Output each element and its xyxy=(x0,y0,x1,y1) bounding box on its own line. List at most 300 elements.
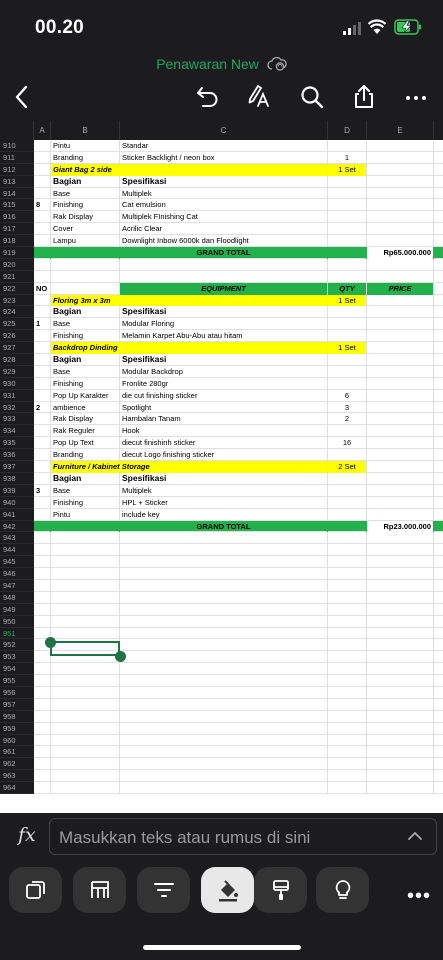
cell-d[interactable] xyxy=(328,211,367,223)
cell-a[interactable] xyxy=(34,413,51,425)
cell-c[interactable]: GRAND TOTAL xyxy=(120,521,328,533)
row-header[interactable]: 962 xyxy=(0,758,34,770)
row-header[interactable]: 955 xyxy=(0,675,34,687)
cell-e[interactable] xyxy=(367,176,434,188)
search-button[interactable] xyxy=(298,83,326,111)
cell-d[interactable]: 1 Set xyxy=(328,342,367,354)
cell-d[interactable] xyxy=(328,735,367,747)
cell-e[interactable] xyxy=(367,568,434,580)
cell-d[interactable] xyxy=(328,782,367,794)
cell-b[interactable]: Finishing xyxy=(51,378,120,390)
cell-d[interactable] xyxy=(328,521,367,533)
cell-b[interactable] xyxy=(51,758,120,770)
cell-a[interactable] xyxy=(34,616,51,628)
cell-e[interactable] xyxy=(367,735,434,747)
cell-e[interactable] xyxy=(367,746,434,758)
cell-e[interactable] xyxy=(367,723,434,735)
cell-d[interactable] xyxy=(328,306,367,318)
cell-d[interactable]: 2 xyxy=(328,413,367,425)
cell-e[interactable] xyxy=(367,687,434,699)
cell-d[interactable] xyxy=(328,663,367,675)
cell-e[interactable] xyxy=(367,782,434,794)
row-header[interactable]: 928 xyxy=(0,354,34,366)
row-header[interactable]: 929 xyxy=(0,366,34,378)
cell-a[interactable] xyxy=(34,723,51,735)
cell-e[interactable] xyxy=(367,699,434,711)
cell-c[interactable]: Acrilic Clear xyxy=(120,223,328,235)
cell-c[interactable] xyxy=(120,568,328,580)
cell-e[interactable] xyxy=(367,271,434,283)
cell-c[interactable] xyxy=(120,556,328,568)
row-header[interactable]: 926 xyxy=(0,330,34,342)
cell-d[interactable]: QTY xyxy=(328,283,367,295)
cell-c[interactable] xyxy=(120,770,328,782)
cell-d[interactable] xyxy=(328,639,367,651)
cell-a[interactable] xyxy=(34,449,51,461)
cell-d[interactable] xyxy=(328,651,367,663)
row-header[interactable]: 952 xyxy=(0,639,34,651)
cell-c[interactable] xyxy=(120,628,328,640)
freeze-panes-button[interactable] xyxy=(73,867,126,913)
cell-b[interactable]: Rak Display xyxy=(51,211,120,223)
cell-a[interactable] xyxy=(34,651,51,663)
cell-b[interactable] xyxy=(51,556,120,568)
select-all-corner[interactable] xyxy=(0,121,34,140)
cell-c[interactable]: Multiplek xyxy=(120,485,328,497)
cell-e[interactable] xyxy=(367,532,434,544)
row-header[interactable]: 947 xyxy=(0,580,34,592)
cell-d[interactable] xyxy=(328,628,367,640)
cell-c[interactable] xyxy=(120,711,328,723)
cell-b[interactable] xyxy=(51,735,120,747)
chevron-up-icon[interactable] xyxy=(408,831,422,841)
cell-d[interactable] xyxy=(328,223,367,235)
cell-e[interactable] xyxy=(367,152,434,164)
cell-b[interactable] xyxy=(51,259,120,271)
cell-b[interactable] xyxy=(51,675,120,687)
cell-b[interactable]: Rak Reguler xyxy=(51,425,120,437)
cell-b[interactable] xyxy=(51,628,120,640)
cell-d[interactable] xyxy=(328,592,367,604)
row-header[interactable]: 935 xyxy=(0,437,34,449)
cell-e[interactable]: PRICE xyxy=(367,283,434,295)
cell-b[interactable]: Base xyxy=(51,485,120,497)
cell-a[interactable] xyxy=(34,758,51,770)
row-header[interactable]: 961 xyxy=(0,746,34,758)
cell-e[interactable] xyxy=(367,437,434,449)
spreadsheet-grid[interactable] xyxy=(0,121,443,813)
cell-d[interactable] xyxy=(328,497,367,509)
cell-a[interactable] xyxy=(34,390,51,402)
row-header[interactable]: 923 xyxy=(0,295,34,307)
cell-c[interactable]: Spesifikasi xyxy=(120,354,328,366)
cell-e[interactable] xyxy=(367,378,434,390)
cell-a[interactable] xyxy=(34,521,51,533)
cell-d[interactable]: 3 xyxy=(328,402,367,414)
cell-c[interactable]: Downlight Inbow 6000k dan Floodlight xyxy=(120,235,328,247)
cell-e[interactable] xyxy=(367,651,434,663)
cell-b[interactable] xyxy=(51,770,120,782)
cell-a[interactable] xyxy=(34,235,51,247)
document-title[interactable]: Penawaran New xyxy=(0,56,443,72)
cell-d[interactable] xyxy=(328,259,367,271)
more-tools-button[interactable]: ••• xyxy=(407,885,432,907)
cell-a[interactable] xyxy=(34,461,51,473)
column-header-c[interactable]: C xyxy=(120,121,328,140)
fill-color-button[interactable] xyxy=(201,867,254,913)
cell-c[interactable]: Multiplek FInishing Cat xyxy=(120,211,328,223)
cell-c[interactable]: Modular Backdrop xyxy=(120,366,328,378)
row-header[interactable]: 913 xyxy=(0,176,34,188)
cell-a[interactable] xyxy=(34,473,51,485)
cell-d[interactable] xyxy=(328,532,367,544)
row-header[interactable]: 942 xyxy=(0,521,34,533)
cell-d[interactable] xyxy=(328,354,367,366)
cell-b[interactable]: Giant Bag 2 side xyxy=(51,164,328,176)
cell-c[interactable] xyxy=(120,259,328,271)
row-header[interactable]: 910 xyxy=(0,140,34,152)
cell-d[interactable] xyxy=(328,318,367,330)
cell-b[interactable] xyxy=(51,521,120,533)
row-header[interactable]: 958 xyxy=(0,711,34,723)
cell-b[interactable]: Base xyxy=(51,366,120,378)
cell-c[interactable]: include key xyxy=(120,509,328,521)
cell-c[interactable] xyxy=(120,782,328,794)
cell-a[interactable] xyxy=(34,342,51,354)
format-painter-button[interactable] xyxy=(254,867,307,913)
row-header[interactable]: 943 xyxy=(0,532,34,544)
cell-b[interactable] xyxy=(51,544,120,556)
function-icon[interactable]: fx xyxy=(18,824,36,846)
row-header[interactable]: 950 xyxy=(0,616,34,628)
cell-a[interactable] xyxy=(34,532,51,544)
cell-e[interactable] xyxy=(367,306,434,318)
row-header[interactable]: 921 xyxy=(0,271,34,283)
cell-c[interactable] xyxy=(120,723,328,735)
formula-input[interactable] xyxy=(49,818,437,855)
cell-a[interactable] xyxy=(34,164,51,176)
cell-b[interactable] xyxy=(51,247,120,259)
cell-e[interactable] xyxy=(367,425,434,437)
cell-e[interactable] xyxy=(367,639,434,651)
cell-e[interactable] xyxy=(367,675,434,687)
cell-d[interactable] xyxy=(328,199,367,211)
cell-b[interactable]: Bagian xyxy=(51,473,120,485)
cell-d[interactable] xyxy=(328,271,367,283)
cell-a[interactable] xyxy=(34,711,51,723)
cell-d[interactable] xyxy=(328,509,367,521)
share-button[interactable] xyxy=(350,83,378,111)
cell-e[interactable] xyxy=(367,199,434,211)
cell-c[interactable] xyxy=(120,639,328,651)
row-header[interactable]: 920 xyxy=(0,259,34,271)
cell-e[interactable] xyxy=(367,461,434,473)
row-header[interactable]: 925 xyxy=(0,318,34,330)
cell-d[interactable] xyxy=(328,140,367,152)
undo-button[interactable] xyxy=(194,83,222,111)
row-header[interactable]: 911 xyxy=(0,152,34,164)
row-header[interactable]: 915 xyxy=(0,199,34,211)
cell-c[interactable] xyxy=(120,758,328,770)
cell-c[interactable]: Spesifikasi xyxy=(120,176,328,188)
cell-c[interactable] xyxy=(120,616,328,628)
more-options-button[interactable] xyxy=(402,83,430,111)
row-header[interactable]: 946 xyxy=(0,568,34,580)
cell-e[interactable] xyxy=(367,223,434,235)
cell-b[interactable]: Rak Display xyxy=(51,413,120,425)
cell-b[interactable] xyxy=(51,604,120,616)
column-header-e[interactable]: E xyxy=(367,121,434,140)
cell-c[interactable] xyxy=(120,699,328,711)
cell-e[interactable] xyxy=(367,330,434,342)
cell-b[interactable] xyxy=(51,746,120,758)
cell-c[interactable]: Hook xyxy=(120,425,328,437)
cell-c[interactable]: Modular Floring xyxy=(120,318,328,330)
cell-e[interactable] xyxy=(367,188,434,200)
cell-c[interactable]: EQUIPMENT xyxy=(120,283,328,295)
cell-b[interactable] xyxy=(51,580,120,592)
cell-c[interactable]: Hambalan Tanam xyxy=(120,413,328,425)
cell-b[interactable]: Bagian xyxy=(51,176,120,188)
cell-b[interactable]: Furniture / Kabinet Storage xyxy=(51,461,328,473)
cell-a[interactable] xyxy=(34,211,51,223)
cell-a[interactable] xyxy=(34,140,51,152)
cell-a[interactable]: 3 xyxy=(34,485,51,497)
cell-a[interactable] xyxy=(34,770,51,782)
cell-e[interactable] xyxy=(367,235,434,247)
draw-button[interactable] xyxy=(246,83,274,111)
row-header[interactable]: 912 xyxy=(0,164,34,176)
cell-b[interactable] xyxy=(51,568,120,580)
cell-a[interactable] xyxy=(34,556,51,568)
cell-d[interactable] xyxy=(328,366,367,378)
cell-e[interactable] xyxy=(367,211,434,223)
cell-d[interactable] xyxy=(328,176,367,188)
cell-d[interactable] xyxy=(328,449,367,461)
cell-b[interactable]: Finishing xyxy=(51,199,120,211)
cell-c[interactable] xyxy=(120,675,328,687)
cell-d[interactable] xyxy=(328,568,367,580)
cell-a[interactable] xyxy=(34,699,51,711)
cell-c[interactable] xyxy=(120,735,328,747)
selection-handle-end[interactable] xyxy=(115,651,126,662)
cell-e[interactable] xyxy=(367,413,434,425)
cell-c[interactable] xyxy=(120,532,328,544)
cell-a[interactable] xyxy=(34,271,51,283)
cell-d[interactable]: 1 Set xyxy=(328,164,367,176)
cell-c[interactable] xyxy=(120,544,328,556)
cell-a[interactable] xyxy=(34,544,51,556)
row-header[interactable]: 954 xyxy=(0,663,34,675)
cell-b[interactable]: Floring 3m x 3m xyxy=(51,295,328,307)
row-header[interactable]: 914 xyxy=(0,188,34,200)
cell-b[interactable] xyxy=(51,283,120,295)
cell-b[interactable] xyxy=(51,271,120,283)
cell-a[interactable] xyxy=(34,663,51,675)
row-header[interactable]: 932 xyxy=(0,402,34,414)
ideas-button[interactable] xyxy=(316,867,369,913)
cell-b[interactable] xyxy=(51,592,120,604)
cell-e[interactable] xyxy=(367,342,434,354)
cell-c[interactable]: Spesifikasi xyxy=(120,473,328,485)
cell-b[interactable]: ambience xyxy=(51,402,120,414)
cell-d[interactable]: 1 xyxy=(328,152,367,164)
cell-c[interactable]: Fronlite 280gr xyxy=(120,378,328,390)
cell-d[interactable] xyxy=(328,687,367,699)
cell-e[interactable] xyxy=(367,164,434,176)
cell-d[interactable] xyxy=(328,378,367,390)
cell-a[interactable]: 2 xyxy=(34,402,51,414)
cell-d[interactable] xyxy=(328,473,367,485)
cell-a[interactable] xyxy=(34,330,51,342)
cell-c[interactable]: Spotlight xyxy=(120,402,328,414)
row-header[interactable]: 945 xyxy=(0,556,34,568)
cell-e[interactable] xyxy=(367,449,434,461)
cell-e[interactable] xyxy=(367,497,434,509)
cell-d[interactable] xyxy=(328,556,367,568)
cell-d[interactable] xyxy=(328,544,367,556)
row-header[interactable]: 918 xyxy=(0,235,34,247)
cell-d[interactable] xyxy=(328,247,367,259)
row-header[interactable]: 939 xyxy=(0,485,34,497)
cell-b[interactable] xyxy=(51,699,120,711)
cell-c[interactable]: HPL + Sticker xyxy=(120,497,328,509)
column-header-b[interactable]: B xyxy=(51,121,120,140)
cell-a[interactable] xyxy=(34,176,51,188)
cell-a[interactable] xyxy=(34,437,51,449)
row-header[interactable]: 930 xyxy=(0,378,34,390)
row-header[interactable]: 963 xyxy=(0,770,34,782)
filter-button[interactable] xyxy=(137,867,190,913)
cell-b[interactable]: Pop Up Karakter xyxy=(51,390,120,402)
cell-e[interactable] xyxy=(367,354,434,366)
cell-b[interactable] xyxy=(51,723,120,735)
cell-d[interactable] xyxy=(328,330,367,342)
cell-b[interactable] xyxy=(51,711,120,723)
cell-e[interactable] xyxy=(367,390,434,402)
row-header[interactable]: 953 xyxy=(0,651,34,663)
row-header[interactable]: 934 xyxy=(0,425,34,437)
cell-d[interactable] xyxy=(328,758,367,770)
cell-e[interactable]: Rp65.000.000 xyxy=(367,247,434,259)
cell-a[interactable] xyxy=(34,259,51,271)
cell-c[interactable]: GRAND TOTAL xyxy=(120,247,328,259)
row-header[interactable]: 919 xyxy=(0,247,34,259)
cell-d[interactable]: 1 Set xyxy=(328,295,367,307)
cell-a[interactable] xyxy=(34,782,51,794)
column-header-a[interactable]: A xyxy=(34,121,51,140)
cell-b[interactable]: Branding xyxy=(51,152,120,164)
cell-e[interactable] xyxy=(367,402,434,414)
cell-d[interactable] xyxy=(328,770,367,782)
cell-a[interactable]: NO xyxy=(34,283,51,295)
cell-c[interactable]: Standar xyxy=(120,140,328,152)
row-header[interactable]: 922 xyxy=(0,283,34,295)
cell-e[interactable]: Rp23.000.000 xyxy=(367,521,434,533)
cell-e[interactable] xyxy=(367,485,434,497)
cell-c[interactable] xyxy=(120,651,328,663)
cell-c[interactable]: Spesifikasi xyxy=(120,306,328,318)
cell-c[interactable]: diecut Logo finishing sticker xyxy=(120,449,328,461)
cell-e[interactable] xyxy=(367,770,434,782)
cell-a[interactable] xyxy=(34,354,51,366)
cell-b[interactable]: Base xyxy=(51,188,120,200)
sheets-button[interactable] xyxy=(9,867,62,913)
cell-e[interactable] xyxy=(367,295,434,307)
cell-a[interactable] xyxy=(34,425,51,437)
row-header[interactable]: 936 xyxy=(0,449,34,461)
row-header[interactable]: 937 xyxy=(0,461,34,473)
row-header[interactable]: 917 xyxy=(0,223,34,235)
cell-a[interactable] xyxy=(34,223,51,235)
cell-c[interactable]: die cut finishing sticker xyxy=(120,390,328,402)
cell-a[interactable] xyxy=(34,378,51,390)
cell-b[interactable] xyxy=(51,782,120,794)
cell-d[interactable] xyxy=(328,188,367,200)
cell-c[interactable] xyxy=(120,580,328,592)
cell-b[interactable]: Finishing xyxy=(51,330,120,342)
row-header[interactable]: 941 xyxy=(0,509,34,521)
cell-a[interactable] xyxy=(34,509,51,521)
cell-e[interactable] xyxy=(367,711,434,723)
cell-d[interactable]: 2 Set xyxy=(328,461,367,473)
cell-c[interactable]: Melamin Karpet Abu-Abu atau hitam xyxy=(120,330,328,342)
row-header[interactable]: 960 xyxy=(0,735,34,747)
cell-d[interactable] xyxy=(328,699,367,711)
cell-c[interactable] xyxy=(120,687,328,699)
cell-c[interactable] xyxy=(120,271,328,283)
row-header[interactable]: 924 xyxy=(0,306,34,318)
cell-a[interactable] xyxy=(34,687,51,699)
cell-e[interactable] xyxy=(367,473,434,485)
cell-e[interactable] xyxy=(367,318,434,330)
back-button[interactable] xyxy=(8,83,36,111)
cell-d[interactable] xyxy=(328,604,367,616)
row-header[interactable]: 959 xyxy=(0,723,34,735)
cell-e[interactable] xyxy=(367,580,434,592)
cell-c[interactable] xyxy=(120,604,328,616)
cell-b[interactable]: Pop Up Text xyxy=(51,437,120,449)
cell-b[interactable]: Cover xyxy=(51,223,120,235)
cell-a[interactable] xyxy=(34,366,51,378)
column-header-d[interactable]: D xyxy=(328,121,367,140)
cell-a[interactable] xyxy=(34,675,51,687)
cell-c[interactable] xyxy=(120,746,328,758)
selection-handle-start[interactable] xyxy=(45,637,56,648)
cell-c[interactable]: diecut finishinh sticker xyxy=(120,437,328,449)
cell-d[interactable]: 16 xyxy=(328,437,367,449)
cell-d[interactable] xyxy=(328,675,367,687)
cell-d[interactable] xyxy=(328,485,367,497)
cell-b[interactable]: Finishing xyxy=(51,497,120,509)
cell-d[interactable] xyxy=(328,711,367,723)
cell-e[interactable] xyxy=(367,556,434,568)
cell-b[interactable]: Branding xyxy=(51,449,120,461)
selected-range[interactable] xyxy=(50,641,120,656)
cell-e[interactable] xyxy=(367,616,434,628)
row-header[interactable]: 964 xyxy=(0,782,34,794)
row-header[interactable]: 944 xyxy=(0,544,34,556)
row-header[interactable]: 956 xyxy=(0,687,34,699)
cell-d[interactable] xyxy=(328,580,367,592)
cell-b[interactable]: Pintu xyxy=(51,140,120,152)
cell-b[interactable] xyxy=(51,687,120,699)
cell-a[interactable]: 1 xyxy=(34,318,51,330)
row-header[interactable]: 938 xyxy=(0,473,34,485)
cell-a[interactable] xyxy=(34,188,51,200)
cell-e[interactable] xyxy=(367,140,434,152)
cell-b[interactable]: Backdrop Dinding xyxy=(51,342,328,354)
